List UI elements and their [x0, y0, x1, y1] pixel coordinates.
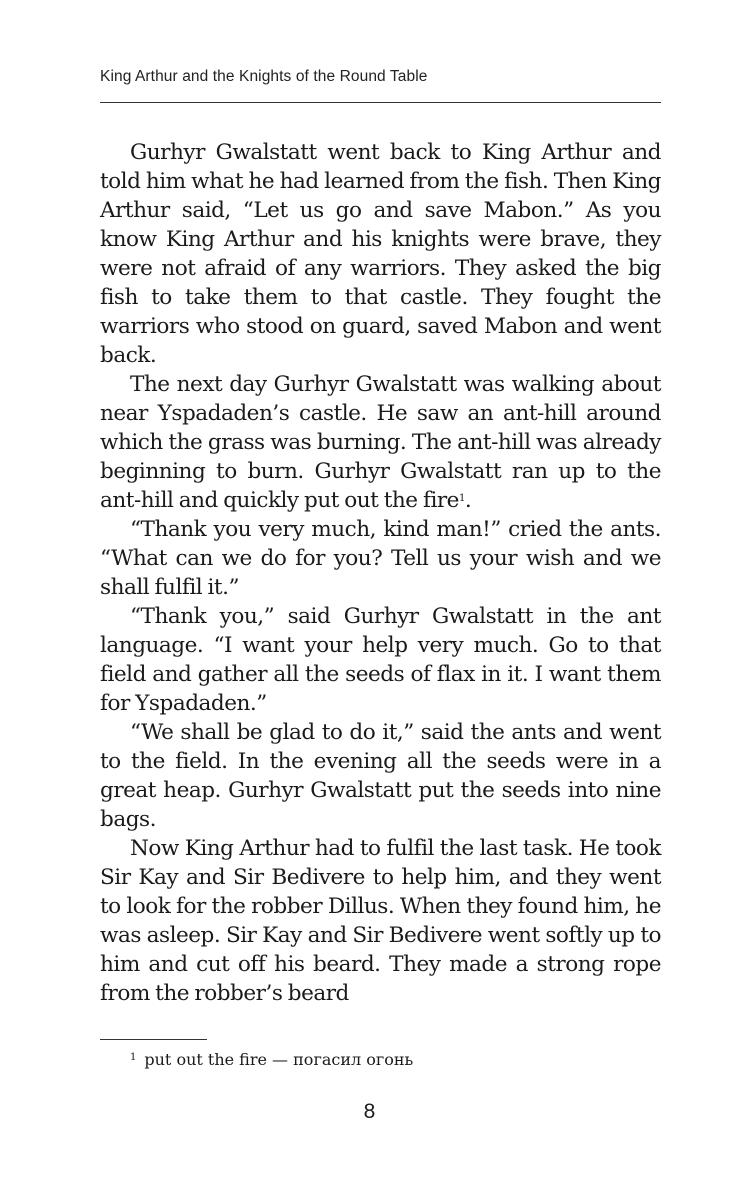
paragraph: “Thank you very much, kind man!” cried the ants. “What can we do for you? Tell us your wish and we shall fulfil it.” — [100, 517, 661, 600]
running-head: King Arthur and the Knights of the Round Table — [100, 68, 428, 85]
footnote-text: put out the fire — погасил огонь — [144, 1050, 414, 1069]
paragraph: Gurhyr Gwalstatt went back to King Arthur and told him what he had learned from the fish. Then King Arthur said, “Let us go and save Mabon.” As you know King Arthur and his knights were brave, they were not afraid of any warriors. They asked the big fish to take them to that castle. They fought the warriors who stood on guard, saved Mabon and went back. — [100, 140, 661, 368]
paragraph-text: The next day Gurhyr Gwalstatt was walking about near Yspadaden’s castle. He saw an ant-hill around which the grass was burning. The ant-hill was already beginning to burn. Gurhyr Gwalstatt ran up to the ant-hill and quickly put out the fire — [100, 372, 661, 513]
paragraph — [100, 370, 661, 515]
paragraph: Now King Arthur had to fulfil the last task. He took Sir Kay and Sir Bedivere to help him, and they went to look for the robber Dillus. When they found him, he was asleep. Sir Kay and Sir Bedivere went softly up to him and cut off his beard. They made a strong rope from the robber’s beard — [100, 836, 661, 1006]
header-rule — [100, 102, 661, 103]
footnote — [130, 1049, 660, 1071]
body-text — [100, 138, 661, 1008]
footnote-reference: 1 — [458, 493, 465, 504]
paragraph: “Thank you,” said Gurhyr Gwalstatt in the ant language. “I want your help very much. Go to that field and gather all the seeds of flax in it. I want them for Yspadaden.” — [100, 604, 661, 716]
paragraph-tail: . — [464, 488, 472, 513]
paragraph: “We shall be glad to do it,” said the ants and went to the field. In the evening all the seeds were in a great heap. Gurhyr Gwalstatt put the seeds into nine bags. — [100, 720, 661, 832]
footnote-number: 1 — [130, 1052, 137, 1063]
page-number: 8 — [363, 1100, 376, 1123]
footnote-rule — [100, 1039, 207, 1040]
